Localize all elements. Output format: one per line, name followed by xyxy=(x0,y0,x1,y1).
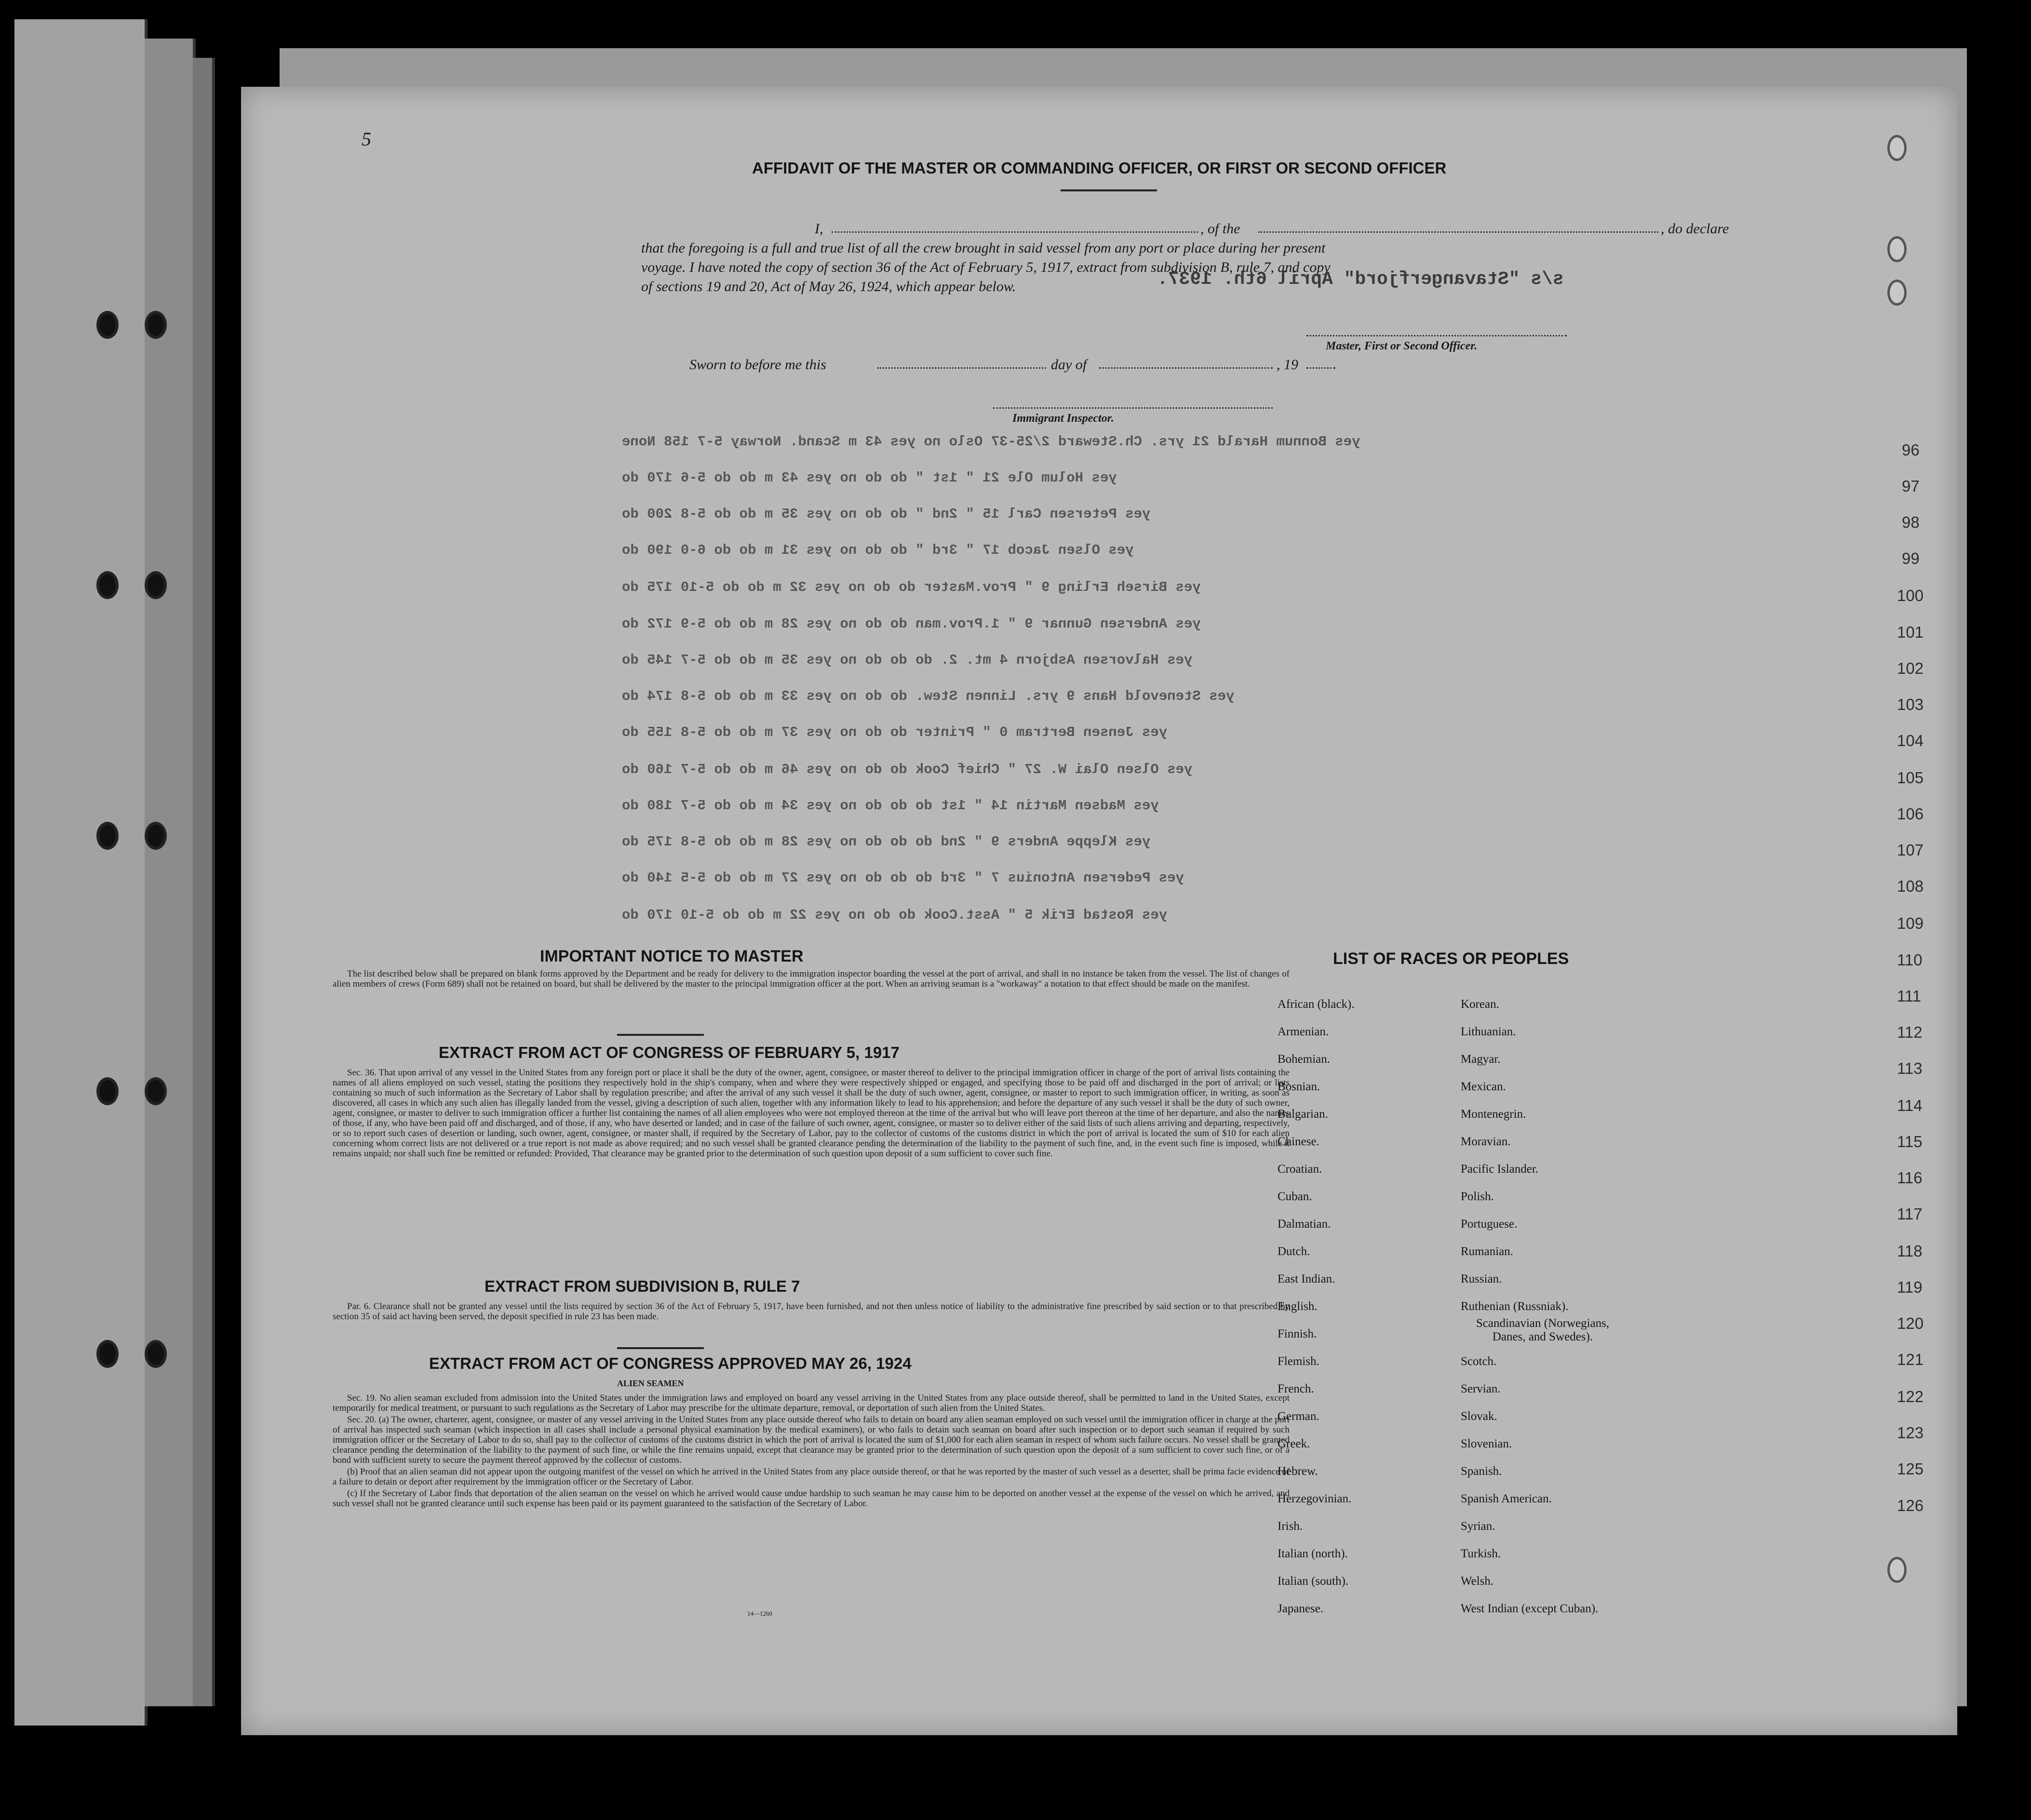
race-item: Flemish. xyxy=(1278,1355,1319,1368)
affidavit-of-the: , of the xyxy=(1200,221,1240,237)
binding-strip-edge xyxy=(193,58,215,1706)
row-number: 102 xyxy=(1897,659,1924,677)
year-label: , 19 xyxy=(1277,357,1298,373)
affidavit-line-2: that the foregoing is a full and true list of all the crew brought in said vessel from any port or place during her present xyxy=(641,240,1326,256)
binding-strip xyxy=(14,19,148,1726)
vessel-blank xyxy=(1258,231,1658,233)
notice-paragraph: The list described below shall be prepared on blank forms approved by the Department and be ready for delivery to the immigration inspector boarding the vessel at the port of arrival, and shall in no instance be taken from the vessel. The list of changes of alien members of crews (Form 689) shall not be retained on board, but shall be delivered by the master to the principal immigration officer at the port. When an arriving seaman is a "workaway" a notation to that effect should be made on the manifest. xyxy=(333,969,1290,989)
row-number: 109 xyxy=(1897,914,1924,932)
race-item: Servian. xyxy=(1461,1382,1501,1395)
bleed-row: yes Pedersen Antonius 7 " 3rd do do do no yes 27 m do do 5-5 140 do xyxy=(622,870,1184,886)
race-item: West Indian (except Cuban). xyxy=(1461,1602,1599,1615)
race-item: Turkish. xyxy=(1461,1547,1501,1560)
row-number: 98 xyxy=(1902,513,1920,531)
bleed-row: yes Stenevold Hans 9 yrs. Linnen Stew. do do no yes 33 m do do 5-8 174 do xyxy=(622,688,1235,704)
extract-1917-title: EXTRACT FROM ACT OF CONGRESS OF FEBRUARY 5, 1917 xyxy=(439,1044,900,1061)
row-number: 110 xyxy=(1897,951,1923,969)
binding-strip-inner xyxy=(145,39,196,1706)
row-number: 125 xyxy=(1897,1460,1924,1478)
row-number: 99 xyxy=(1902,549,1920,567)
race-item: Rumanian. xyxy=(1461,1245,1514,1258)
race-item: Chinese. xyxy=(1278,1135,1319,1148)
row-number: 116 xyxy=(1897,1169,1923,1187)
page-hole xyxy=(1887,236,1907,262)
bleed-row: yes Halvorsen Asbjorn 4 mt. 2. do do do no yes 35 m do do 5-7 145 do xyxy=(622,652,1193,668)
race-item: Magyar. xyxy=(1461,1053,1501,1066)
punch-hole xyxy=(145,1340,167,1368)
affidavit-line-3: voyage. I have noted the copy of section 36 of the Act of February 5, 1917, extract from subdivision B, rule 7, and copy xyxy=(641,259,1331,275)
row-number: 106 xyxy=(1897,805,1924,823)
bleed-row: yes Bonnum Harald 21 yrs. Ch.Steward 2/25-37 Oslo no yes 43 m Scand. Norway 5-7 158 None xyxy=(622,434,1360,450)
par-6-paragraph: Par. 6. Clearance shall not be granted any vessel until the lists required by section 36 of the Act of February 5, 1917, have been furnished, and not then unless notice of liability to the administrative fine prescribed by said section or to that prescribed by section 35 of said act having been served, the deposit specified in rule 23 has been made. xyxy=(333,1301,1290,1322)
punch-hole xyxy=(96,571,119,599)
race-item: Korean. xyxy=(1461,998,1499,1011)
race-item: Polish. xyxy=(1461,1190,1494,1203)
punch-hole xyxy=(145,311,167,339)
corner-mark: 5 xyxy=(362,128,371,150)
sec-20c-paragraph: (c) If the Secretary of Labor finds that deportation of the alien seaman on the vessel on which he arrived would cause undue hardship to such seaman he may cause him to be deported on another vessel at the expense of the vessel on which he arrived, and such vessel shall not be granted clearance until such expense has been paid or its payment guaranteed to the satisfaction of the Secretary of Labor. xyxy=(333,1488,1290,1509)
page-hole xyxy=(1887,135,1907,161)
race-item: Syrian. xyxy=(1461,1520,1495,1533)
row-number: 111 xyxy=(1897,987,1922,1005)
affidavit-title: AFFIDAVIT OF THE MASTER OR COMMANDING OFFICER, OR FIRST OR SECOND OFFICER xyxy=(752,159,1447,177)
row-number: 96 xyxy=(1902,441,1920,459)
race-item: Herzegovinian. xyxy=(1278,1492,1352,1505)
row-number: 101 xyxy=(1897,623,1924,641)
sec-20b-paragraph: (b) Proof that an alien seaman did not appear upon the outgoing manifest of the vessel on which he arrived in the United States from any place outside thereof, or that he was reported by the master of such vessel as a deserter, shall be prima facie evidence of a failure to detain or deport after requirement by the immigration officer or the Secretary of Labor. xyxy=(333,1467,1290,1487)
race-item: Slovenian. xyxy=(1461,1437,1512,1450)
row-number: 107 xyxy=(1897,841,1924,859)
punch-hole xyxy=(96,1077,119,1105)
race-item: Bohemian. xyxy=(1278,1053,1331,1066)
race-item: Dutch. xyxy=(1278,1245,1310,1258)
punch-hole xyxy=(96,311,119,339)
manifest-page xyxy=(241,87,1957,1735)
row-number: 113 xyxy=(1897,1059,1923,1077)
rule7-text xyxy=(333,1301,1290,1323)
race-item: Spanish. xyxy=(1461,1465,1502,1478)
races-title: LIST OF RACES OR PEOPLES xyxy=(1333,950,1569,968)
bleed-row: yes Holum Ole 21 " 1st " do do no yes 43 m do do 5-6 170 do xyxy=(622,470,1117,486)
rule7-title: EXTRACT FROM SUBDIVISION B, RULE 7 xyxy=(484,1277,800,1295)
race-item: Pacific Islander. xyxy=(1461,1163,1539,1176)
affidavit-rule xyxy=(1061,189,1157,191)
rule7-rule xyxy=(617,1347,704,1349)
bleed-row: yes Petersen Carl 15 " 2nd " do do no yes 35 m do do 5-8 200 do xyxy=(622,506,1151,522)
extract-1924-title: EXTRACT FROM ACT OF CONGRESS APPROVED MAY 26, 1924 xyxy=(429,1354,912,1372)
sec-20a-paragraph: Sec. 20. (a) The owner, charterer, agent, consignee, or master of any vessel arriving in the United States from any place outside thereof who fails to detain on board any alien seaman employed on such vessel until the immigration officer in charge at the port of arrival has inspected such seaman (which inspection in all cases shall include a personal physical examination by the medical examiners), or who fails to detain such seaman on board after such inspection or to deport such seaman if required by such immigration officer or the Secretary of Labor to do so, shall pay to the collector of customs of the customs district in which the port of arrival is located the sum of $1,000 for each alien seaman in respect of whom such failure occurs. No vessel shall be granted clearance pending the determination of the liability to the payment of such fine, or while the fine remains unpaid, except that clearance may be granted prior to the determination of such question upon the deposit of a sum sufficient to cover such fine, or of a bond with sufficient surety to secure the payment thereof approved by the collector of customs. xyxy=(333,1415,1290,1465)
notice-rule xyxy=(617,1034,704,1036)
race-item: Finnish. xyxy=(1278,1327,1317,1340)
race-item: Mexican. xyxy=(1461,1080,1506,1093)
race-item: Portuguese. xyxy=(1461,1218,1518,1231)
row-number: 105 xyxy=(1897,769,1924,787)
row-number: 97 xyxy=(1902,477,1920,495)
bleed-row: yes Andersen Gunnar 9 " 1.Prov.man do do no yes 28 m do do 5-9 172 do xyxy=(622,616,1201,632)
row-number: 100 xyxy=(1897,587,1924,604)
race-item: East Indian. xyxy=(1278,1272,1335,1285)
inspector-blank xyxy=(993,407,1273,409)
race-item: Greek. xyxy=(1278,1437,1310,1450)
alien-seamen-subtitle: ALIEN SEAMEN xyxy=(617,1378,684,1388)
bleed-row: yes Olsen Olai W. 27 " Chief Cook do do no yes 46 m do do 5-7 160 do xyxy=(622,762,1193,777)
race-item: Armenian. xyxy=(1278,1025,1329,1038)
race-item: German. xyxy=(1278,1410,1319,1423)
year-blank xyxy=(1306,367,1335,369)
row-number: 115 xyxy=(1897,1133,1923,1151)
day-of-label: day of xyxy=(1051,357,1087,373)
row-number: 118 xyxy=(1897,1242,1923,1260)
master-signature-label: Master, First or Second Officer. xyxy=(1326,340,1478,352)
race-item: Ruthenian (Russniak). xyxy=(1461,1300,1569,1313)
race-item: Italian (south). xyxy=(1278,1575,1349,1588)
page-hole xyxy=(1887,280,1907,306)
sec-36-paragraph: Sec. 36. That upon arrival of any vessel in the United States from any foreign port or place it shall be the duty of the owner, agent, consignee, or master thereof to deliver to the principal immigration officer in charge of the port of arrival lists containing the names of all aliens employed on such vessel, stating the positions they respectively hold in the ship's company, when and where they were respectively shipped or engaged, and specifying those to be paid off and discharged in the port of arrival; or lists containing so much of such information as the Secretary of Labor shall by regulation prescribe; and after the arrival of any such vessel it shall be the duty of such owner, agent, consignee, or master to report to such immigration officer, in writing, as soon as discovered, all cases in which any such alien has illegally landed from the vessel, giving a description of such alien, together with any information likely to lead to his apprehension; and before the departure of any such vessel it shall be the duty of such owner, agent, consignee, or master to deliver to such immigration officer a further list containing the names of all alien employees who were not employed thereon at the time of the arrival but who will leave port thereon at the time of her departure, and also the names of those, if any, who have been paid off and discharged, and of those, if any, who have deserted or landed; and in case of the failure of such owner, agent, consignee, or master so to deliver either of the said lists of such aliens arriving and departing, respectively, or so to report such cases of desertion or landing, such owner, agent, consignee, or master shall, if required by the Secretary of Labor, pay to the collector of customs of the customs district in which the port of arrival is located the sum of $10 for each alien concerning whom correct lists are not delivered or a true report is not made as above required; and no such vessel shall be granted clearance pending the determination of the liability to the payment of such fine, and, in the event such fine is imposed, while it remains unpaid; nor shall such fine be remitted or refunded: Provided, That clearance may be granted prior to the determination of such question upon deposit of a sum sufficient to cover such fine. xyxy=(333,1068,1290,1159)
row-number: 119 xyxy=(1897,1278,1923,1296)
race-item: Croatian. xyxy=(1278,1163,1322,1176)
row-number: 121 xyxy=(1897,1351,1924,1368)
extract-1917-text xyxy=(333,1068,1290,1160)
extract-1924-text xyxy=(333,1393,1290,1510)
page-hole xyxy=(1887,1557,1907,1583)
race-item: French. xyxy=(1278,1382,1314,1395)
race-item: Dalmatian. xyxy=(1278,1218,1331,1231)
punch-hole xyxy=(96,1340,119,1368)
race-item: African (black). xyxy=(1278,998,1355,1011)
name-blank xyxy=(832,231,1198,233)
sworn-label: Sworn to before me this xyxy=(689,357,826,373)
row-number: 114 xyxy=(1897,1097,1923,1114)
bleed-row: yes Kleppe Anders 9 " 2nd do do do no yes 28 m do do 5-8 175 do xyxy=(622,834,1151,850)
row-number: 120 xyxy=(1897,1314,1924,1332)
race-item: Irish. xyxy=(1278,1520,1303,1533)
race-item: Welsh. xyxy=(1461,1575,1494,1588)
race-item: Spanish American. xyxy=(1461,1492,1552,1505)
race-item: Hebrew. xyxy=(1278,1465,1318,1478)
race-item: English. xyxy=(1278,1300,1318,1313)
bleed-row: yes Jensen Bertram 0 " Printer do do no yes 37 m do do 5-8 155 do xyxy=(622,724,1168,740)
bleed-row: yes Olsen Jacob 17 " 3rd " do do no yes 31 m do do 6-0 190 do xyxy=(622,542,1134,558)
bleed-row: yes Madsen Martin 14 " 1st do do do no yes 34 m do do 5-7 180 do xyxy=(622,798,1159,814)
race-item: Bosnian. xyxy=(1278,1080,1320,1093)
race-item: Cuban. xyxy=(1278,1190,1312,1203)
bleed-row: yes Birseh Erling 9 " Prov.Master do do no yes 32 m do do 5-10 175 do xyxy=(622,579,1201,595)
inspector-label: Immigrant Inspector. xyxy=(1012,412,1114,425)
notice-text xyxy=(333,969,1290,990)
race-item: Russian. xyxy=(1461,1272,1502,1285)
race-item: Lithuanian. xyxy=(1461,1025,1516,1038)
row-number: 104 xyxy=(1897,732,1924,749)
notice-title: IMPORTANT NOTICE TO MASTER xyxy=(540,947,804,965)
affidavit-declare: , do declare xyxy=(1661,221,1729,237)
race-item: Italian (north). xyxy=(1278,1547,1348,1560)
month-blank xyxy=(1099,367,1273,369)
affidavit-i: I, xyxy=(815,221,823,237)
affidavit-line-4: of sections 19 and 20, Act of May 26, 1924, which appear below. xyxy=(641,279,1016,294)
signature-blank xyxy=(1306,335,1567,336)
punch-hole xyxy=(96,822,119,850)
form-number: 14—1260 xyxy=(747,1610,772,1617)
punch-hole xyxy=(145,1077,167,1105)
row-number: 103 xyxy=(1897,696,1924,713)
race-item: Moravian. xyxy=(1461,1135,1511,1148)
bleed-through-header: s/s "Stavangerfjord" April 6th. 1937. xyxy=(1157,269,1564,290)
race-item: Slovak. xyxy=(1461,1410,1497,1423)
race-item: Bulgarian. xyxy=(1278,1108,1328,1121)
row-number: 112 xyxy=(1897,1023,1923,1041)
row-number: 108 xyxy=(1897,877,1924,895)
punch-hole xyxy=(145,571,167,599)
race-item: Scotch. xyxy=(1461,1355,1497,1368)
punch-hole xyxy=(145,822,167,850)
row-number: 123 xyxy=(1897,1424,1924,1442)
sworn-day-blank xyxy=(877,367,1046,369)
bleed-row: yes Rostad Erik 5 " Asst.Cook do do no yes 22 m do do 5-10 170 do xyxy=(622,907,1168,923)
sec-19-paragraph: Sec. 19. No alien seaman excluded from admission into the United States under the immigration laws and employed on board any vessel arriving in the United States from any place outside thereof, shall be permitted to land in the United States, except temporarily for medical treatment, or pursuant to such regulations as the Secretary of Labor may prescribe for the ultimate departure, removal, or deportation of such alien from the United States. xyxy=(333,1393,1290,1413)
row-number: 117 xyxy=(1897,1205,1923,1223)
race-item: Montenegrin. xyxy=(1461,1108,1526,1121)
race-item: Scandinavian (Norwegians, Danes, and Swedes). xyxy=(1476,1317,1610,1343)
row-number: 126 xyxy=(1897,1497,1924,1514)
race-item: Japanese. xyxy=(1278,1602,1324,1615)
row-number: 122 xyxy=(1897,1388,1924,1405)
